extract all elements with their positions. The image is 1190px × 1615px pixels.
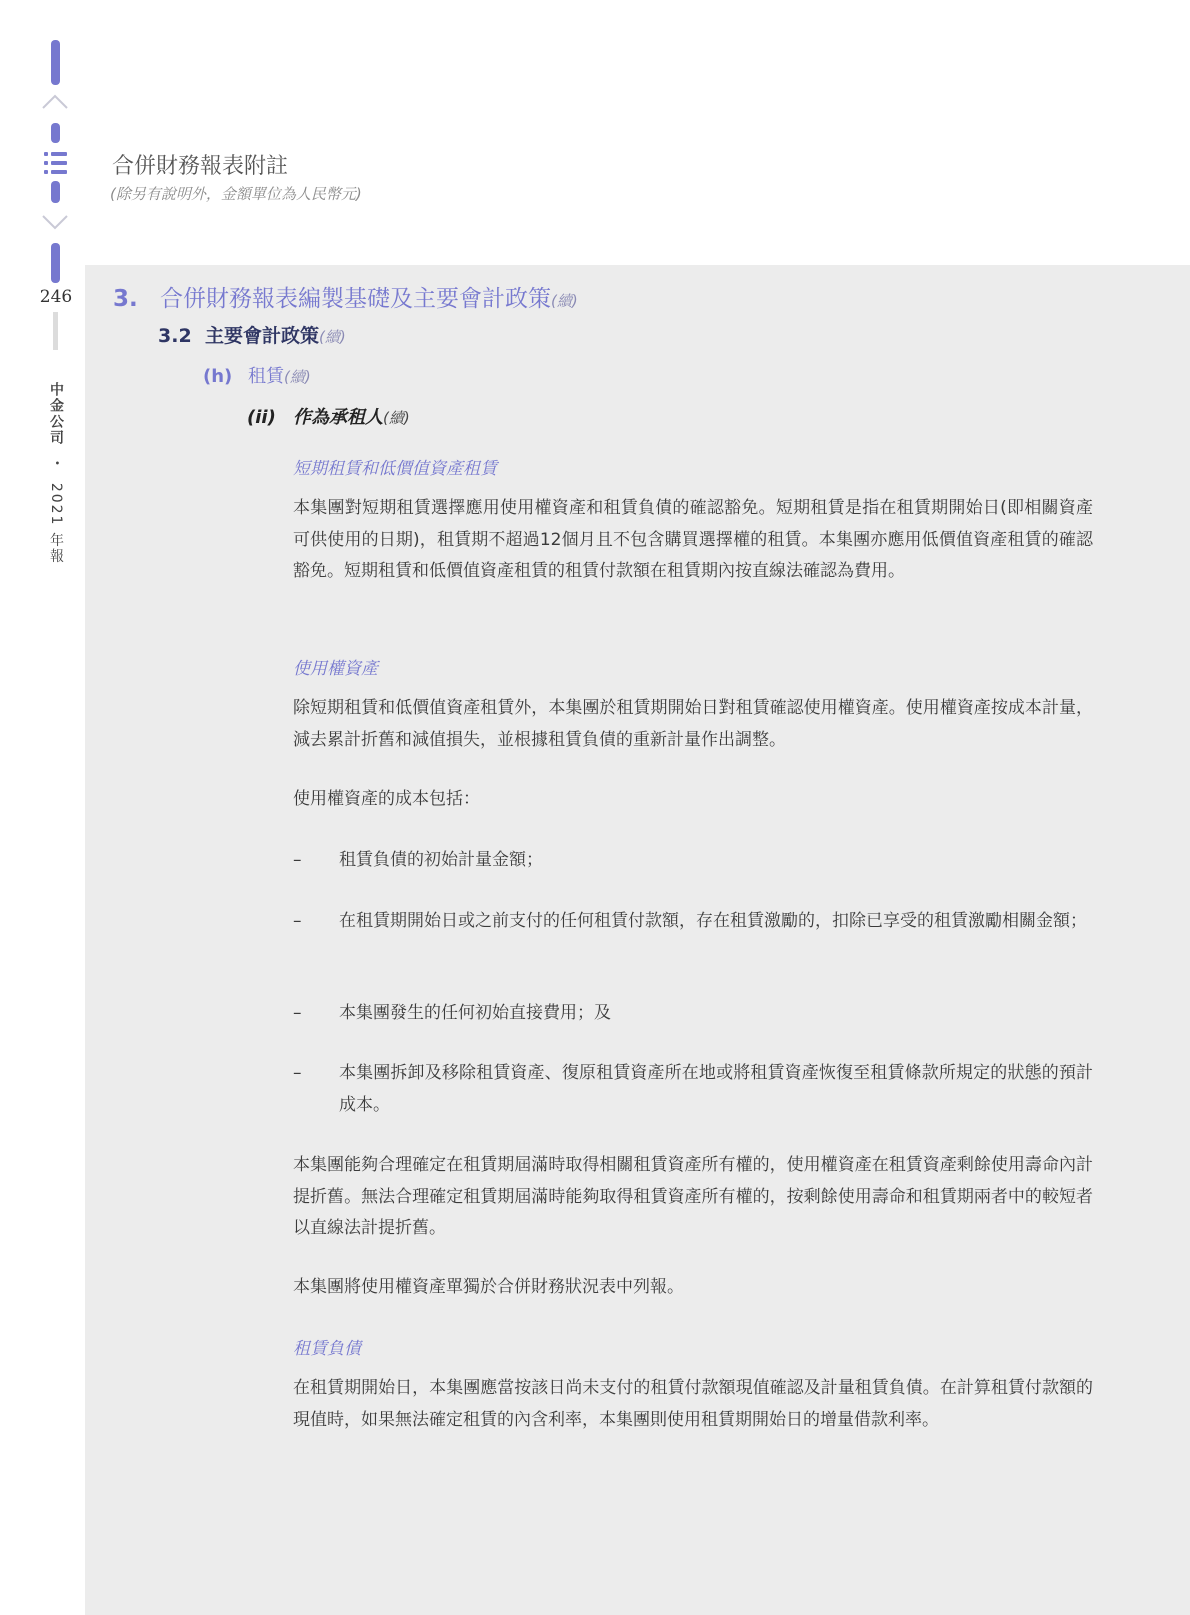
list-icon[interactable]	[40, 148, 70, 178]
depreciation-paragraph: 本集團能夠合理確定在租賃期屆滿時取得相關租賃資產所有權的，使用權資產在租賃資產剩餘使用壽命內計提折舊。無法合理確定租賃期屆滿時能夠取得租賃資產所有權的，按剩餘使用壽命和租賃期兩者中的較短者以直線法計提折舊。	[293, 1155, 1093, 1238]
section-title: 合併財務報表編製基礎及主要會計政策	[160, 286, 551, 312]
brand-caption	[46, 382, 66, 565]
subsection-number: 3.2	[158, 325, 192, 347]
list-item-text: 在租賃期開始日或之前支付的任何租賃付款額，存在租賃激勵的，扣除已享受的租賃激勵相關金額；	[339, 911, 1087, 931]
page-subtitle: (除另有說明外，金額單位為人民幣元)	[110, 185, 362, 203]
chevron-up-icon[interactable]	[40, 88, 70, 118]
cost-intro-paragraph: 使用權資產的成本包括：	[293, 789, 480, 809]
subitem-number: (ii)	[247, 407, 276, 428]
list-item-text: 本集團拆卸及移除租賃資產、復原租賃資產所在地或將租賃資產恢復至租賃條款所規定的狀態的預計成本。	[339, 1063, 1093, 1115]
continued-label: (續)	[551, 292, 578, 310]
item-title: 租賃	[248, 366, 284, 387]
nav-bar-segment	[51, 123, 60, 143]
nav-bar-segment	[51, 243, 60, 283]
brand-name: 中金公司	[48, 382, 64, 446]
side-navigation-rail	[0, 0, 85, 1615]
continued-label: (續)	[319, 328, 346, 346]
list-item	[293, 998, 1093, 1030]
list-item	[293, 845, 1093, 877]
list-item-text: 租賃負債的初始計量金額；	[339, 850, 543, 870]
list-item	[293, 906, 1093, 938]
continued-label: (續)	[383, 409, 410, 427]
brand-separator: •	[51, 460, 62, 469]
item-number: (h)	[203, 366, 233, 387]
continued-label: (續)	[284, 368, 311, 386]
short-term-lease-heading: 短期租賃和低價值資產租賃	[293, 459, 497, 479]
page-progress-track	[53, 312, 58, 350]
list-dash: –	[293, 911, 302, 931]
report-year: 2021 年報	[48, 482, 64, 565]
list-dash: –	[293, 850, 302, 870]
list-item	[293, 1058, 1093, 1121]
list-item-text: 本集團發生的任何初始直接費用；及	[339, 1003, 611, 1023]
item-heading	[203, 362, 311, 388]
subsection-heading	[158, 321, 346, 348]
subitem-heading	[247, 403, 410, 429]
short-term-lease-paragraph: 本集團對短期租賃選擇應用使用權資產和租賃負債的確認豁免。短期租賃是指在租賃期開始日(即相關資產可供使用的日期)，租賃期不超過12個月且不包含購買選擇權的租賃。本集團亦應用低價值資產租賃的確認豁免。短期租賃和低價值資產租賃的租賃付款額在租賃期內按直線法確認為費用。	[293, 498, 1093, 581]
section-heading	[113, 280, 578, 313]
subsection-title: 主要會計政策	[205, 325, 320, 347]
content-panel	[85, 265, 1190, 1615]
subitem-title: 作為承租人	[293, 407, 383, 428]
lease-liability-paragraph: 在租賃期開始日，本集團應當按該日尚未支付的租賃付款額現值確認及計量租賃負債。在計算租賃付款額的現值時，如果無法確定租賃的內含利率，本集團則使用租賃期開始日的增量借款利率。	[293, 1378, 1093, 1430]
page-title: 合併財務報表附註	[112, 154, 289, 179]
chevron-down-icon[interactable]	[40, 206, 70, 236]
right-of-use-heading: 使用權資產	[293, 659, 378, 679]
list-dash: –	[293, 1063, 302, 1083]
presentation-paragraph: 本集團將使用權資產單獨於合併財務狀況表中列報。	[293, 1277, 684, 1297]
lease-liability-heading: 租賃負債	[293, 1339, 361, 1359]
nav-bar-segment	[51, 181, 60, 203]
page-number: 246	[39, 287, 73, 307]
list-dash: –	[293, 1003, 302, 1023]
right-of-use-paragraph: 除短期租賃和低價值資產租賃外，本集團於租賃期開始日對租賃確認使用權資產。使用權資產按成本計量，減去累計折舊和減值損失，並根據租賃負債的重新計量作出調整。	[293, 698, 1093, 750]
nav-bar-top	[51, 40, 60, 85]
section-number: 3.	[113, 286, 138, 312]
